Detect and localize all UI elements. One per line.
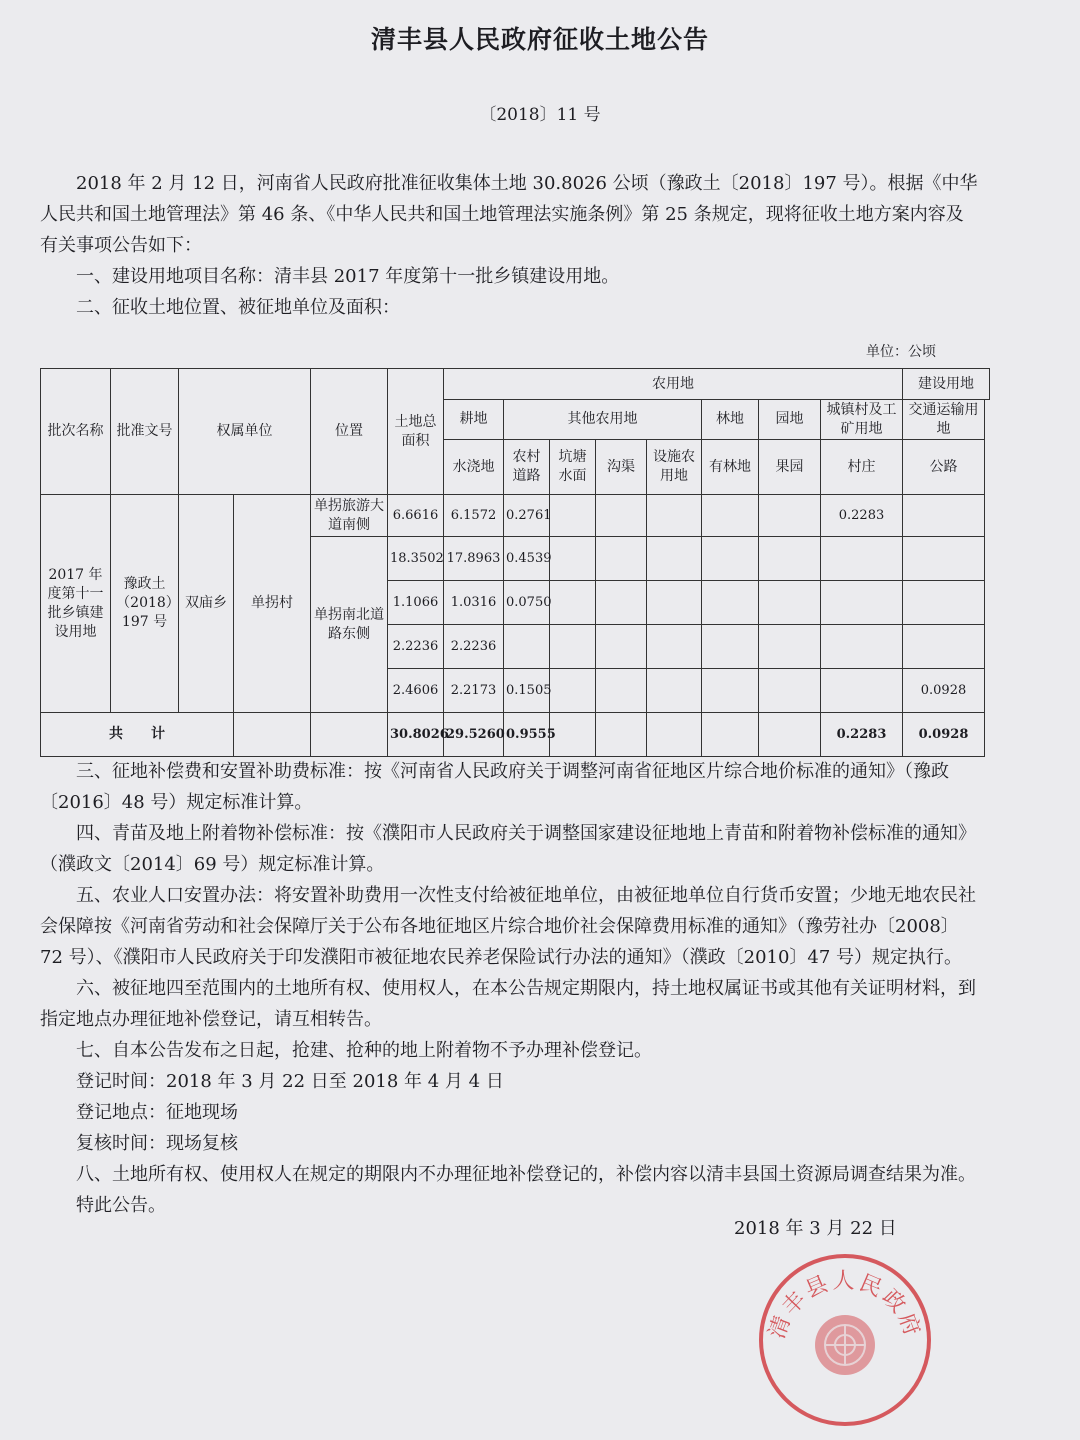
provisions-section	[40, 756, 978, 1221]
closing-statement: 特此公告。	[76, 1195, 166, 1216]
cell-road: 0.0750	[504, 581, 550, 625]
item-8: 八、土地所有权、使用权人在规定的期限内不办理征地补偿登记的，补偿内容以清丰县国土资源局调查结果为准。	[76, 1164, 976, 1185]
item-2: 二、征收土地位置、被征地单位及面积：	[76, 297, 400, 318]
cell-total: 1.1066	[388, 581, 444, 625]
item-6: 六、被征地四至范围内的土地所有权、使用权人，在本公告规定期限内，持土地权属证书或其他有关证明材料，到指定地点办理征地补偿登记，请互相转告。	[40, 978, 976, 1030]
header-ditch: 沟渠	[596, 440, 647, 495]
item-3: 三、征地补偿费和安置补助费标准：按《河南省人民政府关于调整河南省征地区片综合地价标准的通知》（豫政〔2016〕48 号）规定标准计算。	[40, 761, 949, 813]
cell-village: 0.2283	[821, 495, 903, 537]
item-5: 五、农业人口安置办法：将安置补助费用一次性支付给被征地单位，由被征地单位自行货币安置；少地无地农民社会保障按《河南省劳动和社会保障厅关于公布各地征地区片综合地价社会保障费用标准的通知》（豫劳社办〔2008〕72 号）、《濮阳市人民政府关于印发濮阳市被征地农民养老保险试行办法的通知》（濮政〔2010〕47 号）规定执行。	[40, 885, 976, 968]
header-total-area: 土地总面积	[388, 369, 444, 495]
cell-total: 18.3502	[388, 537, 444, 581]
intro-section	[40, 168, 978, 323]
registration-time: 登记时间：2018 年 3 月 22 日至 2018 年 4 月 4 日	[76, 1071, 504, 1092]
header-rural-road: 农村道路	[504, 440, 550, 495]
registration-place: 登记地点：征地现场	[76, 1102, 238, 1123]
table-row	[41, 495, 990, 537]
official-seal-icon	[755, 1250, 935, 1430]
cell-highway	[903, 495, 985, 537]
document-title: 清丰县人民政府征收土地公告	[370, 25, 709, 54]
cell-road	[504, 625, 550, 669]
header-woodland: 有林地	[702, 440, 759, 495]
cell-irrigated: 17.8963	[444, 537, 504, 581]
header-village: 村庄	[821, 440, 903, 495]
document-number: 〔2018〕11 号	[479, 105, 601, 125]
header-other-agri: 其他农用地	[504, 400, 702, 440]
cell-highway	[903, 581, 985, 625]
sum-irrigated: 29.5260	[444, 713, 504, 757]
cell-village	[821, 669, 903, 713]
svg-text:清丰县人民政府: 清丰县人民政府	[764, 1269, 926, 1343]
cell-village	[821, 581, 903, 625]
review-time: 复核时间：现场复核	[76, 1133, 238, 1154]
approval-number: 豫政土（2018）197 号	[111, 495, 179, 713]
sum-village: 0.2283	[821, 713, 903, 757]
batch-name: 2017 年度第十一批乡镇建设用地	[41, 495, 111, 713]
item-4: 四、青苗及地上附着物补偿标准：按《濮阳市人民政府关于调整国家建设征地地上青苗和附着物补偿标准的通知》（濮政文〔2014〕69 号）规定标准计算。	[40, 823, 976, 875]
cell-irrigated: 6.1572	[444, 495, 504, 537]
header-approval: 批准文号	[111, 369, 179, 495]
cell-road: 0.1505	[504, 669, 550, 713]
village-name: 单拐村	[234, 495, 311, 713]
intro-paragraph: 2018 年 2 月 12 日，河南省人民政府批准征收集体土地 30.8026 公顷（豫政土〔2018〕197 号）。根据《中华人民共和国土地管理法》第 46 条、《中华人民共和国土地管理法实施条例》第 25 条规定，现将征收土地方案内容及有关事项公告如下：	[40, 173, 978, 256]
header-irrigated: 水浇地	[444, 440, 504, 495]
unit-label: 单位：公顷	[866, 344, 936, 360]
header-owner: 权属单位	[179, 369, 311, 495]
cell-highway: 0.0928	[903, 669, 985, 713]
cell-road: 0.4539	[504, 537, 550, 581]
header-agricultural: 农用地	[444, 369, 903, 400]
location-2: 单拐南北道路东侧	[311, 537, 388, 713]
header-location: 位置	[311, 369, 388, 495]
header-garden: 园地	[759, 400, 821, 440]
header-orchard: 果园	[759, 440, 821, 495]
header-transport: 交通运输用 地	[903, 400, 985, 440]
header-facility: 设施农用地	[647, 440, 702, 495]
item-7: 七、自本公告发布之日起，抢建、抢种的地上附着物不予办理补偿登记。	[76, 1040, 652, 1061]
header-construction: 建设用地	[903, 369, 990, 400]
cell-total: 6.6616	[388, 495, 444, 537]
cell-irrigated: 2.2236	[444, 625, 504, 669]
cell-road: 0.2761	[504, 495, 550, 537]
header-forest: 林地	[702, 400, 759, 440]
cell-total: 2.2236	[388, 625, 444, 669]
total-row	[41, 713, 990, 757]
total-label: 共 计	[41, 713, 234, 757]
cell-village	[821, 625, 903, 669]
item-1: 一、建设用地项目名称：清丰县 2017 年度第十一批乡镇建设用地。	[76, 266, 620, 287]
cell-total: 2.4606	[388, 669, 444, 713]
header-town-mine: 城镇村及工矿用地	[821, 400, 903, 440]
header-batch: 批次名称	[41, 369, 111, 495]
header-highway: 公路	[903, 440, 985, 495]
sum-road: 0.9555	[504, 713, 550, 757]
township-name: 双庙乡	[179, 495, 234, 713]
cell-irrigated: 1.0316	[444, 581, 504, 625]
sum-highway: 0.0928	[903, 713, 985, 757]
location-1: 单拐旅游大道南侧	[311, 495, 388, 537]
cell-highway	[903, 625, 985, 669]
cell-irrigated: 2.2173	[444, 669, 504, 713]
cell-highway	[903, 537, 985, 581]
cell-village	[821, 537, 903, 581]
sum-total: 30.8026	[388, 713, 444, 757]
land-table	[40, 368, 993, 757]
issue-date: 2018 年 3 月 22 日	[734, 1218, 897, 1239]
header-arable: 耕地	[444, 400, 504, 440]
header-pond: 坑塘水面	[550, 440, 596, 495]
